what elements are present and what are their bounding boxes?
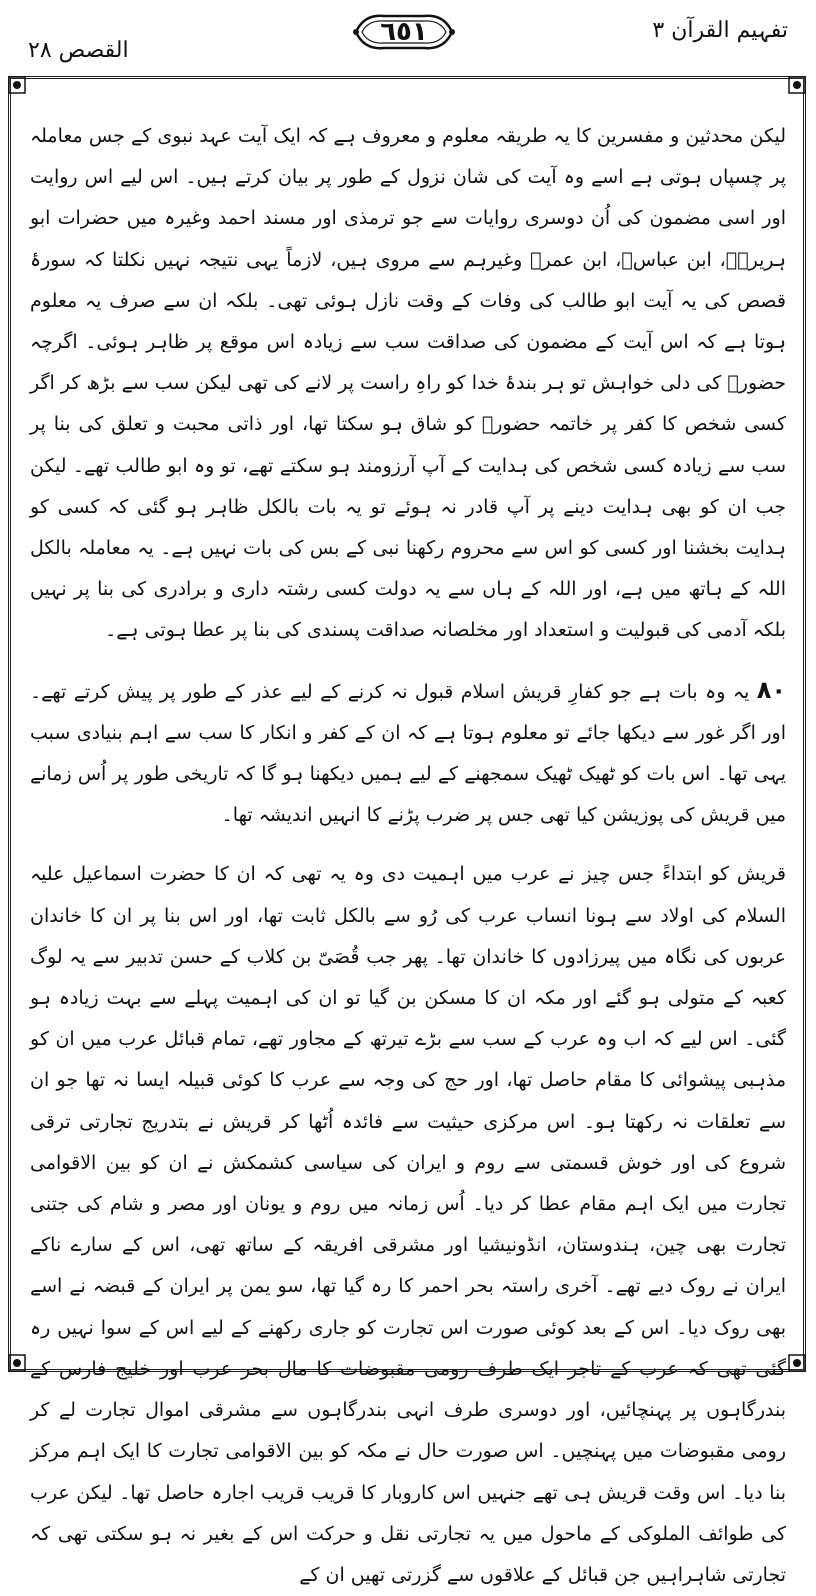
- page-header: [0, 0, 816, 80]
- corner-ornament-icon: [7, 1353, 27, 1373]
- corner-ornament-icon: [7, 75, 27, 95]
- commentary-body: [30, 116, 786, 1586]
- footnote-number: ۸۰: [756, 675, 786, 704]
- corner-ornament-icon: [787, 75, 807, 95]
- corner-ornament-icon: [787, 1353, 807, 1373]
- paragraph-3: قریش کو ابتداءً جس چیز نے عرب میں اہمیت دی وہ یہ تھی کہ ان کا حضرت اسماعیل علیہ السلام کی اولاد سے ہونا انساب عرب کی رُو سے بالکل ثابت تھا، اور اس بنا پر ان کا خاندان عربوں کی نگاہ میں پیرزادوں کا خاندان تھا۔ پھر جب قُصَیّ بن کلاب کے حسن تدبیر سے یہ لوگ کعبہ کے متولی ہو گئے اور مکہ ان کا مسکن بن گیا تو ان کی اہمیت پہلے سے بہت زیادہ ہو گئی۔ اس لیے کہ اب وہ عرب کے سب سے بڑے تیرتھ کے مجاور تھے، تمام قبائل عرب میں ان کو مذہبی پیشوائی کا مقام حاصل تھا، اور حج کی وجہ سے عرب کا کوئی قبیلہ ایسا نہ تھا جو ان سے تعلقات نہ رکھتا ہو۔ اس مرکزی حیثیت سے فائدہ اُٹھا کر قریش نے بتدریج تجارتی ترقی شروع کی اور خوش قسمتی سے روم و ایران کی سیاسی کشمکش نے ان کو بین الاقوامی تجارت میں ایک اہم مقام عطا کر دیا۔ اُس زمانہ میں روم و یونان اور مصر و شام کی جتنی تجارت بھی چین، ہندوستان، انڈونیشیا اور مشرقی افریقہ کے ساتھ تھی، اس کے سارے ناکے ایران نے روک دیے تھے۔ آخری راستہ بحر احمر کا رہ گیا تھا، سو یمن پر ایران کے قبضہ نے اسے بھی روک دیا۔ اس کے بعد کوئی صورت اس تجارت کو جاری رکھنے کے لیے اس کے سوا نہیں رہ گئی تھی کہ عرب کے تاجر ایک طرف رومی مقبوضات کا مال بحر عرب اور خلیج فارس کے بندرگاہوں پر پہنچائیں، اور دوسری طرف انہی بندرگاہوں سے مشرقی اموال تجارت لے کر رومی مقبوضات میں پہنچیں۔ اس صورت حال نے مکہ کو بین الاقوامی تجارت کا ایک اہم مرکز بنا دیا۔ اس وقت قریش ہی تھے جنہیں اس کاروبار کا قریب قریب اجارہ حاصل تھا۔ لیکن عرب کی طوائف الملوکی کے ماحول میں یہ تجارتی نقل و حرکت اس کے بغیر نہ ہو سکتی تھی کہ تجارتی شاہراہیں جن قبائل کے علاقوں سے گزرتی تھیں ان کے: [30, 863, 786, 1586]
- paragraph-1: لیکن محدثین و مفسرین کا یہ طریقہ معلوم و معروف ہے کہ ایک آیت عہد نبوی کے جس معاملہ پر چسپاں ہوتی ہے اسے وہ آیت کی شان نزول کے طور پر بیان کرتے ہیں۔ اس لیے اس روایت اور اسی مضمون کی اُن دوسری روایات سے جو ترمذی اور مسند احمد وغیرہ میں حضرات ابو ہریرہؓ، ابن عباسؓ، ابن عمرؓ وغیرہم سے مروی ہیں، لازماً یہی نتیجہ نہیں نکلتا کہ سورۂ قصص کی یہ آیت ابو طالب کی وفات کے وقت نازل ہوئی تھی۔ بلکہ ان سے صرف یہ معلوم ہوتا ہے کہ اس آیت کے مضمون کی صداقت سب سے زیادہ اس موقع پر ظاہر ہوئی۔ اگرچہ حضورؐ کی دلی خواہش تو ہر بندۂ خدا کو راہِ راست پر لانے کی تھی لیکن سب سے بڑھ کر اگر کسی شخص کا کفر پر خاتمہ حضورؐ کو شاق ہو سکتا تھا، اور ذاتی محبت و تعلق کی بنا پر سب سے زیادہ کسی شخص کی ہدایت کے آپ آرزومند ہو سکتے تھے، تو وہ ابو طالب تھے۔ لیکن جب ان کو بھی ہدایت دینے پر آپ قادر نہ ہوئے تو یہ بات بالکل ظاہر ہو گئی کہ کسی کو ہدایت بخشنا اور کسی کو اس سے محروم رکھنا نبی کے بس کی بات نہیں ہے۔ یہ معاملہ بالکل اللہ کے ہاتھ میں ہے، اور اللہ کے ہاں سے یہ دولت کسی رشتہ داری و برادری کی بنا پر نہیں بلکہ آدمی کی قبولیت و استعداد اور مخلصانہ صداقت پسندی کی بنا پر عطا ہوتی ہے۔: [30, 125, 786, 642]
- surah-label: القصص ۲۸: [28, 38, 129, 63]
- page-number-badge: [350, 10, 458, 54]
- paragraph-2-text: یہ وہ بات ہے جو کفارِ قریش اسلام قبول نہ کرنے کے لیے عذر کے طور پر پیش کرتے تھے۔ اور اگر غور سے دیکھا جائے تو معلوم ہوتا ہے کہ ان کے کفر و انکار کا سب سے اہم بنیادی سبب یہی تھا۔ اس بات کو ٹھیک ٹھیک سمجھنے کے لیے ہمیں دیکھنا ہو گا کہ تاریخی طور پر اُس زمانے میں قریش کی پوزیشن کیا تھی جس پر ضرب پڑنے کا انہیں اندیشہ تھا۔: [30, 680, 786, 827]
- paragraph-2: [30, 670, 786, 837]
- book-title: تفہیم القرآن ۳: [652, 18, 788, 43]
- page-number: ٦٥١: [380, 17, 428, 47]
